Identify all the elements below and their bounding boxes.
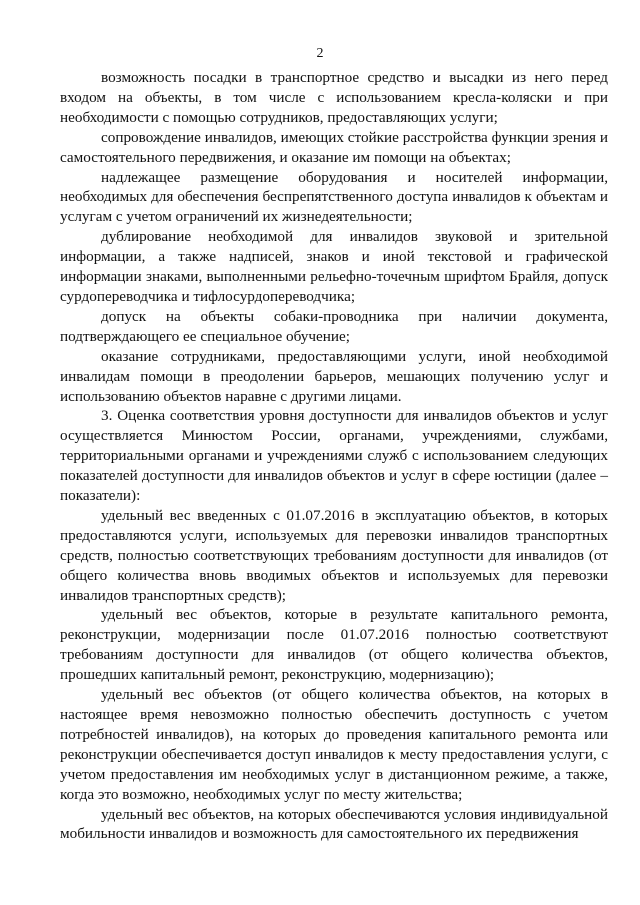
paragraph-guide-dog: допуск на объекты собаки-проводника при наличии документа, подтверждающего ее специальное обучение; [60,307,608,345]
paragraph-indicator-new-objects: удельный вес введенных с 01.07.2016 в эксплуатацию объектов, в которых предоставляются услуги, используемых для перевозки инвалидов транспортных средств, полностью соответствующих требованиям доступности для инвалидов (от общего количества вновь вводимых объектов и используемых для перевозки инвалидов транспортных средств); [60,506,608,604]
paragraph-indicator-mobility: удельный вес объектов, на которых обеспечиваются условия индивидуальной мобильности инвалидов и возможность для самостоятельного их передвижения [60,805,608,843]
paragraph-indicator-renovated: удельный вес объектов, которые в результате капитального ремонта, реконструкции, модернизации после 01.07.2016 полностью соответствуют требованиям доступности для инвалидов (от общего количества объектов, прошедших капитальный ремонт, реконструкцию, модернизацию); [60,606,608,684]
document-body [60,68,608,844]
paragraph-section-3: 3. Оценка соответствия уровня доступности для инвалидов объектов и услуг осуществляется Минюстом России, органами, учреждениями, службами, территориальными органами и учреждениями служб с использованием следующих показателей доступности для инвалидов объектов и услуг в сфере юстиции (далее – показатели): [60,407,608,505]
paragraph-escort: сопровождение инвалидов, имеющих стойкие расстройства функции зрения и самостоятельного передвижения, и оказание им помощи на объектах; [60,128,608,166]
paragraph-indicator-access-before-repair: удельный вес объектов (от общего количества объектов, на которых в настоящее время невозможно полностью обеспечить доступность с учетом потребностей инвалидов), на которых до проведения капитального ремонта или реконструкции обеспечивается доступ инвалидов к месту предоставления услуги, с учетом предоставления им необходимых услуг в дистанционном режиме, а также, когда это возможно, необходимых услуг по месту жительства; [60,686,608,803]
paragraph-boarding-assistance: возможность посадки в транспортное средство и высадки из него перед входом на объекты, в том числе с использованием кресла-коляски и при необходимости с помощью сотрудников, предоставляющих услуги; [60,69,608,126]
paragraph-information-duplication: дублирование необходимой для инвалидов звуковой и зрительной информации, а также надписей, знаков и иной текстовой и графической информации знаками, выполненными рельефно-точечным шрифтом Брайля, допуск сурдопереводчика и тифлосурдопереводчика; [60,228,608,305]
page-number: 2 [316,46,324,61]
paragraph-staff-assistance: оказание сотрудниками, предоставляющими услуги, иной необходимой инвалидам помощи в преодолении барьеров, мешающих получению услуг и использованию объектов наравне с другими лицами. [60,347,608,405]
paragraph-equipment-placement: надлежащее размещение оборудования и носителей информации, необходимых для обеспечения беспрепятственного доступа инвалидов к объектам и услугам с учетом ограничений их жизнедеятельности; [60,168,608,226]
